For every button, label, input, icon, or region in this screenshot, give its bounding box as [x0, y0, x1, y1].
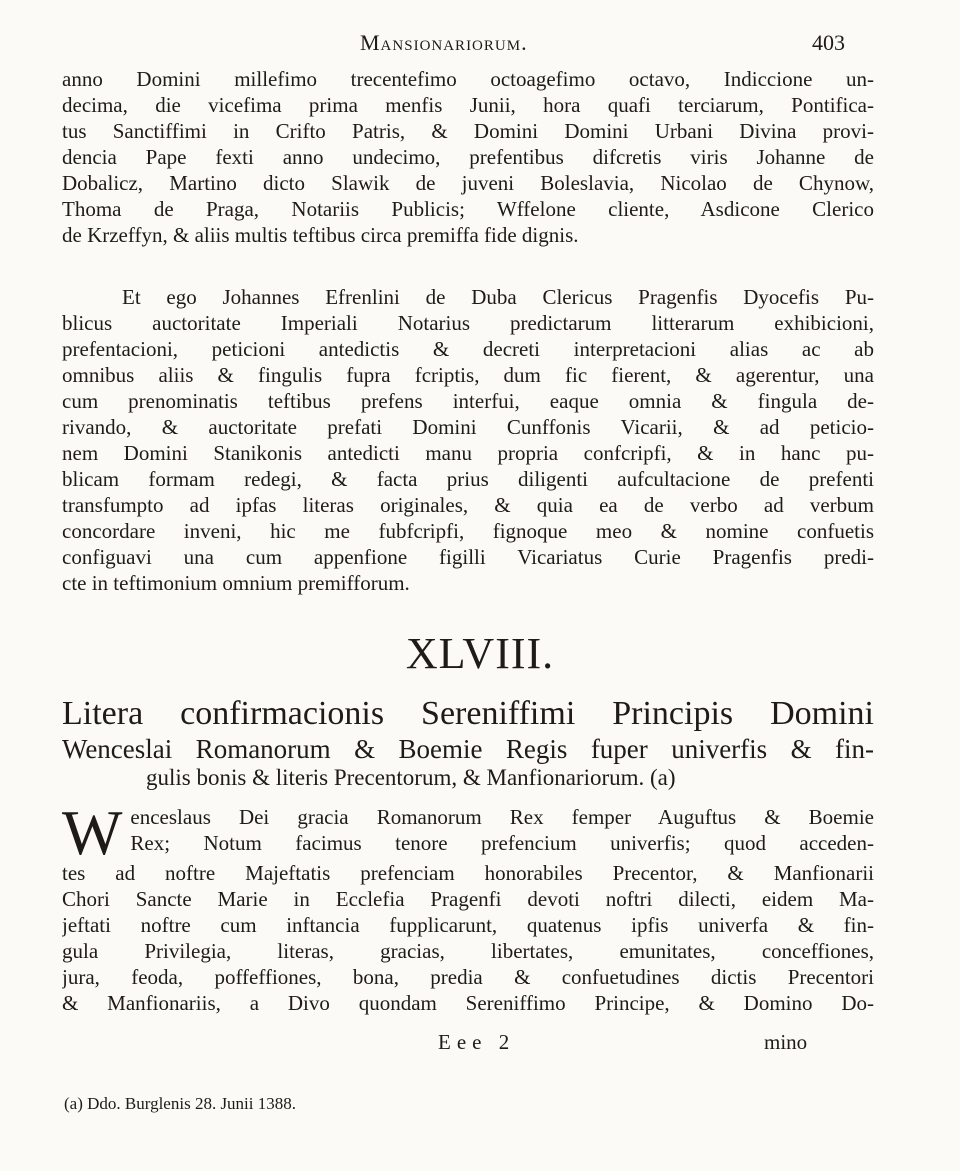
- text-line: anno Domini millefimo trecentefimo octoagefimo octavo, Indiccione un-: [62, 67, 874, 91]
- text-line: dencia Pape fexti anno undecimo, prefentibus difcretis viris Johanne de: [62, 145, 874, 169]
- letter-opening: [62, 804, 874, 856]
- text-line: blicus auctoritate Imperiali Notarius predictarum litterarum exhibicioni,: [62, 311, 874, 335]
- text-line: Et ego Johannes Efrenlini de Duba Clericus Pragenfis Dyocefis Pu-: [122, 285, 874, 309]
- signature-mark: Eee 2: [438, 1030, 516, 1054]
- text-line: Rex; Notum facimus tenore prefencium univerfis; quod acceden-: [130, 831, 874, 855]
- text-line: configuavi una cum appenfione figilli Vicariatus Curie Pragenfis predi-: [62, 545, 874, 569]
- text-line: enceslaus Dei gracia Romanorum Rex femper Auguftus & Boemie: [130, 805, 874, 829]
- document-number-heading: XLVIII.: [405, 629, 555, 678]
- text-line: jura, feoda, poffeffiones, bona, predia & confuetudines dictis Precentori: [62, 965, 874, 989]
- page-number: 403: [812, 30, 845, 55]
- document-title-line-2: Wenceslai Romanorum & Boemie Regis fuper univerfis & fin-: [62, 734, 874, 764]
- text-line: tus Sanctiffimi in Crifto Patris, & Domini Domini Urbani Divina provi-: [62, 119, 874, 143]
- drop-cap: W: [62, 797, 123, 868]
- text-line: Thoma de Praga, Notariis Publicis; Wffelone cliente, Asdicone Clerico: [62, 197, 874, 221]
- text-line: omnibus aliis & fingulis fupra fcriptis, dum fic fierent, & agerentur, una: [62, 363, 874, 387]
- running-head: [0, 30, 960, 60]
- paragraph-1: [62, 66, 874, 248]
- text-line: & Manfionariis, a Divo quondam Sereniffimo Principe, & Domino Do-: [62, 991, 874, 1015]
- text-line: Dobalicz, Martino dicto Slawik de juveni Boleslavia, Nicolao de Chynow,: [62, 171, 874, 195]
- text-line: cte in teftimonium omnium premifforum.: [62, 571, 410, 595]
- catchline: [0, 1030, 960, 1056]
- text-line: tes ad noftre Majeftatis prefenciam honorabiles Precentor, & Manfionarii: [62, 861, 874, 885]
- text-line: concordare inveni, hic me fubfcripfi, fignoque meo & nomine confuetis: [62, 519, 874, 543]
- text-line: cum prenominatis teftibus prefens interfui, eaque omnia & fingula de-: [62, 389, 874, 413]
- footnote: (a) Ddo. Burglenis 28. Junii 1388.: [64, 1094, 297, 1113]
- text-line: transfumpto ad ipfas literas originales, & quia ea de verbo ad verbum: [62, 493, 874, 517]
- text-line: rivando, & auctoritate prefati Domini Cunffonis Vicarii, & ad peticio-: [62, 415, 874, 439]
- text-line: prefentacioni, peticioni antedictis & decreti interpretacioni alias ac ab: [62, 337, 874, 361]
- text-line: decima, die vicefima prima menfis Junii, hora quafi terciarum, Pontifica-: [62, 93, 874, 117]
- catchword: mino: [764, 1030, 808, 1054]
- paragraph-2: [62, 284, 874, 596]
- running-head-title: Mansionariorum.: [360, 30, 528, 55]
- text-line: jeftati noftre cum inftancia fupplicarunt, quatenus ipfis univerfa & fin-: [62, 913, 874, 937]
- document-title-line-3: gulis bonis & literis Precentorum, & Manfionariorum. (a): [146, 765, 676, 790]
- text-line: de Krzeffyn, & aliis multis teftibus circa premiffa fide dignis.: [62, 223, 579, 247]
- document-title-line-1: Litera confirmacionis Sereniffimi Principis Domini: [62, 695, 874, 732]
- text-line: blicam formam redegi, & facta prius diligenti aufcultacione de prefenti: [62, 467, 874, 491]
- text-line: nem Domini Stanikonis antedicti manu propria confcripfi, & in hanc pu-: [62, 441, 874, 465]
- letter-text: [62, 797, 874, 1016]
- text-line: gula Privilegia, literas, gracias, libertates, emunitates, conceffiones,: [62, 939, 874, 963]
- document-title: [62, 694, 874, 792]
- text-line: Chori Sancte Marie in Ecclefia Pragenfi devoti noftri dilecti, eidem Ma-: [62, 887, 874, 911]
